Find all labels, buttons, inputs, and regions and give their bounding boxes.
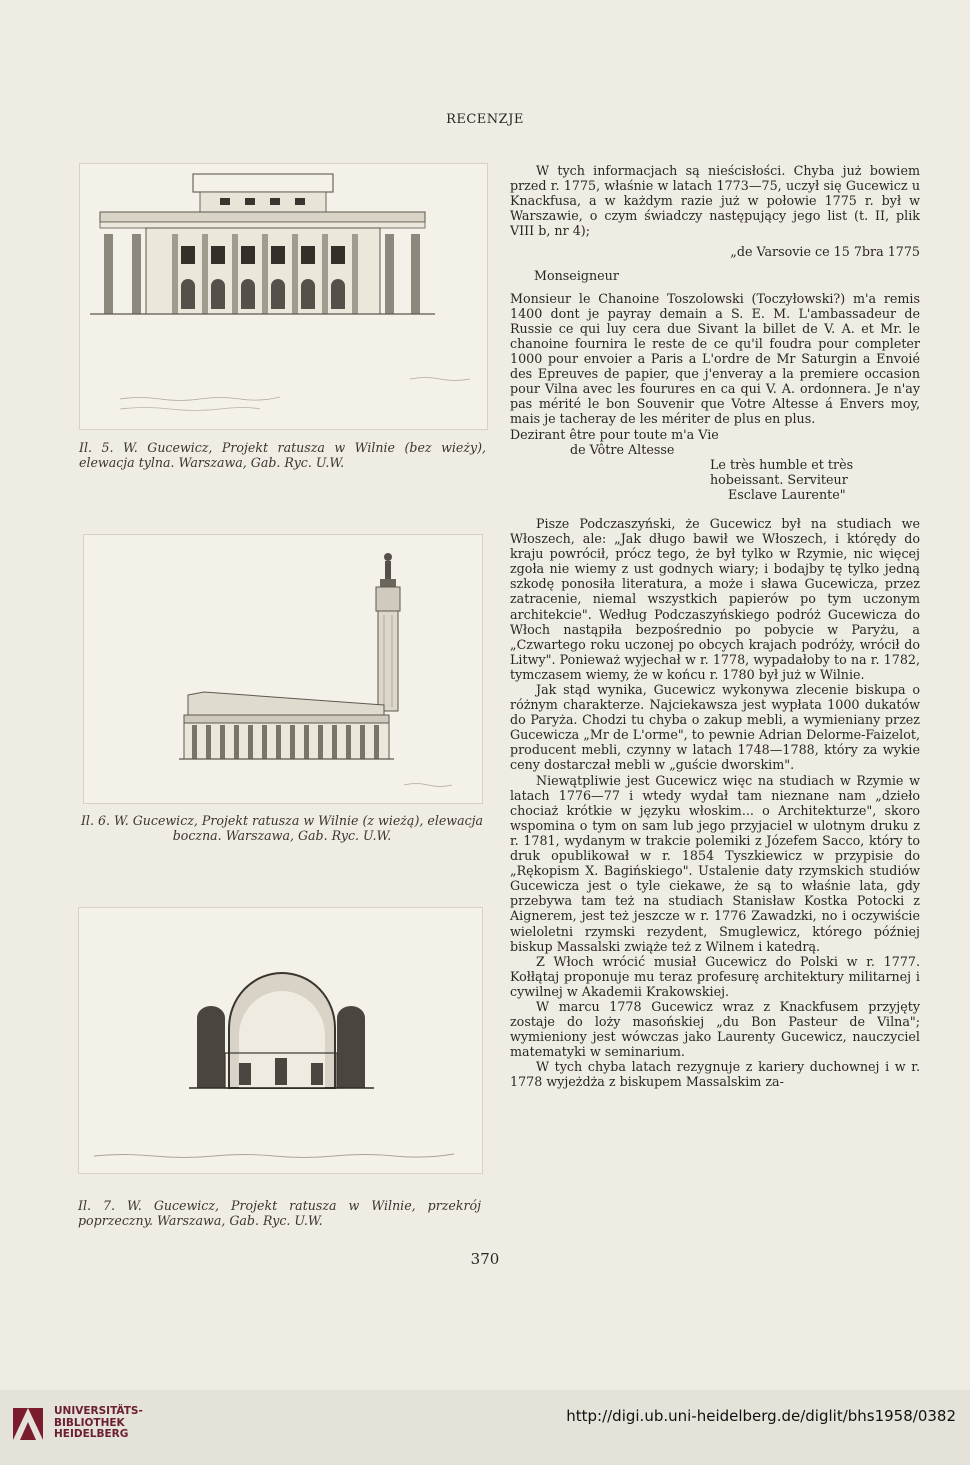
paragraph-1: W tych informacjach są nieścisłości. Chyba już bowiem przed r. 1775, właśnie w latach 1773—75, uczył się Gucewicz u Knackfusa, a w każdym razie już w połowie 1775 r. był w Warszawie, o czym świadczy następujący jego list (t. II, plik VIII b, nr 4);	[510, 163, 920, 239]
letter-salutation: Monseigneur	[534, 267, 619, 283]
letter-place-date: „de Varsovie ce 15 7bra 1775	[730, 244, 920, 260]
figure-5-svg	[80, 164, 487, 429]
letter-closing-2: de Vôtre Altesse	[570, 441, 675, 457]
letter-closing-1: Dezirant être pour toute m'a Vie	[510, 426, 719, 442]
page-number: 370	[470, 1250, 500, 1268]
library-name	[54, 1406, 143, 1441]
signature-line-3: Esclave Laurente"	[728, 486, 846, 502]
figure-5-drawing	[79, 163, 488, 430]
library-name-line-3: HEIDELBERG	[54, 1428, 129, 1440]
paragraph-4: Niewątpliwie jest Gucewicz więc na studiach w Rzymie w latach 1776—77 i wtedy wydał tam nieznane nam „dzieło chociaż krótkie w języku włoskim... o Architekturze", skoro wspomina o tym on sam lub jego przyjaciel w ulotnym druku z r. 1781, wydanym w trakcie polemiki z Józefem Sacco, który to druk opublikował w r. 1854 Tyszkiewicz w przypisie do „Rękopism X. Bagińskiego". Ustalenie daty rzymskich studiów Gucewicza jest o tyle ciekawe, że są to właśnie lata, gdy przebywa tam też na studiach Stanisław Kostka Potocki z Aignerem, jest też jeszcze w r. 1776 Zawadzki, no i oczywiście wieloletni rzymski rezydent, Smuglewicz, którego później biskup Massalski zwiąże też z Wilnem i katedrą.	[510, 772, 920, 954]
paragraph-6: W marcu 1778 Gucewicz wraz z Knackfusem przyjęty zostaje do loży masońskiej „du Bon Pasteur de Vilna"; wymieniony jest wówczas jako Laurenty Gucewicz, nauczyciel matematyki w seminarium.	[510, 998, 920, 1060]
source-url-link[interactable]: http://digi.ub.uni-heidelberg.de/diglit/bhs1958/0382	[566, 1407, 956, 1425]
figure-6-svg	[84, 535, 482, 803]
figure-7-caption: Il. 7. W. Gucewicz, Projekt ratusza w Wilnie, przekrój poprzeczny. Warszawa, Gab. Ryc. U.W.	[78, 1198, 481, 1228]
paragraph-7: W tych chyba latach rezygnuje z kariery duchownej i w r. 1778 wyjeżdża z biskupem Massalskim za-	[510, 1059, 920, 1090]
figure-5-caption: Il. 5. W. Gucewicz, Projekt ratusza w Wilnie (bez wieży), elewacja tylna. Warszawa, Gab. Ryc. U.W.	[79, 440, 486, 470]
signature-line-2: hobeissant. Serviteur	[710, 471, 848, 487]
figure-6-caption: Il. 6. W. Gucewicz, Projekt ratusza w Wilnie (z wieżą), elewacja boczna. Warszawa, Gab. Ryc. U.W.	[80, 813, 484, 843]
university-library-logo-icon	[10, 1404, 46, 1444]
library-name-line-2: BIBLIOTHEK	[54, 1416, 125, 1429]
library-footer	[0, 1390, 970, 1465]
letter-body: Monsieur le Chanoine Toszolowski (Toczyłowski?) m'a remis 1400 dont je payray demain a S. E. M. L'ambassadeur de Russie ce qui luy cera due Sivant la billet de V. A. et Mr. le chanoine fournira le reste de ce qu'il foudra pour completer 1000 pour envoier a Paris a L'ordre de Mr Saturgin a Envoié des Epreuves de papier, que j'enveray a la premiere occasion pour Vilna avec les fourures en ca qui V. A. ordonnera. Je n'ay pas mérité le bon Souvenir que Votre Altesse á Envers moy, mais je tacheray de les mériter de plus en plus.	[510, 290, 920, 427]
paragraph-5: Z Włoch wrócić musiał Gucewicz do Polski w r. 1777. Kołłątaj proponuje mu teraz profesurę architektury militarnej i cywilnej w Akademii Krakowskiej.	[510, 953, 920, 999]
paragraph-2: Pisze Podczaszyński, że Gucewicz był na studiach we Włoszech, ale: „Jak długo bawił we Włoszech, i którędy do kraju powrócił, prócz tego, że był tylko w Rzymie, nic więcej zgoła nie wiemy z ust godnych wiary; i bodajby tę tylko jedną szkodę ponosiła literatura, a może i sława Gucewicza, przez zatracenie, niemal wszystkich papierów po tym uczonym architekcie". Według Podczaszyńskiego podróż Gucewicza do Włoch nastąpiła bezpośrednio po pobycie w Paryżu, a „Czwartego roku uczonej po obcych krajach podróży, wrócił do Litwy". Ponieważ wyjechał w r. 1778, wypadałoby to na r. 1782, tymczasem wiemy, że w końcu r. 1780 był już w Wilnie.	[510, 515, 920, 682]
figure-6-drawing	[83, 534, 483, 804]
figure-7-drawing	[78, 907, 483, 1174]
signature-line-1: Le très humble et très	[710, 456, 854, 472]
running-header: RECENZJE	[446, 112, 524, 127]
figure-7-svg	[79, 908, 482, 1173]
paragraph-3: Jak stąd wynika, Gucewicz wykonywa zlecenie biskupa o różnym charakterze. Najciekawsza jest wypłata 1000 dukatów do Paryża. Chodzi tu chyba o zakup mebli, a wymieniany przez Gucewicza „Mr de L'orme", to pewnie Adrian Delorme-Faizelot, producent mebli, czynny w latach 1748—1788, który za wykie ceny dostarczał mebli w „guście dworskim".	[510, 682, 920, 773]
article-text-column	[510, 163, 920, 1090]
library-name-line-1: UNIVERSITÄTS-	[54, 1405, 143, 1417]
